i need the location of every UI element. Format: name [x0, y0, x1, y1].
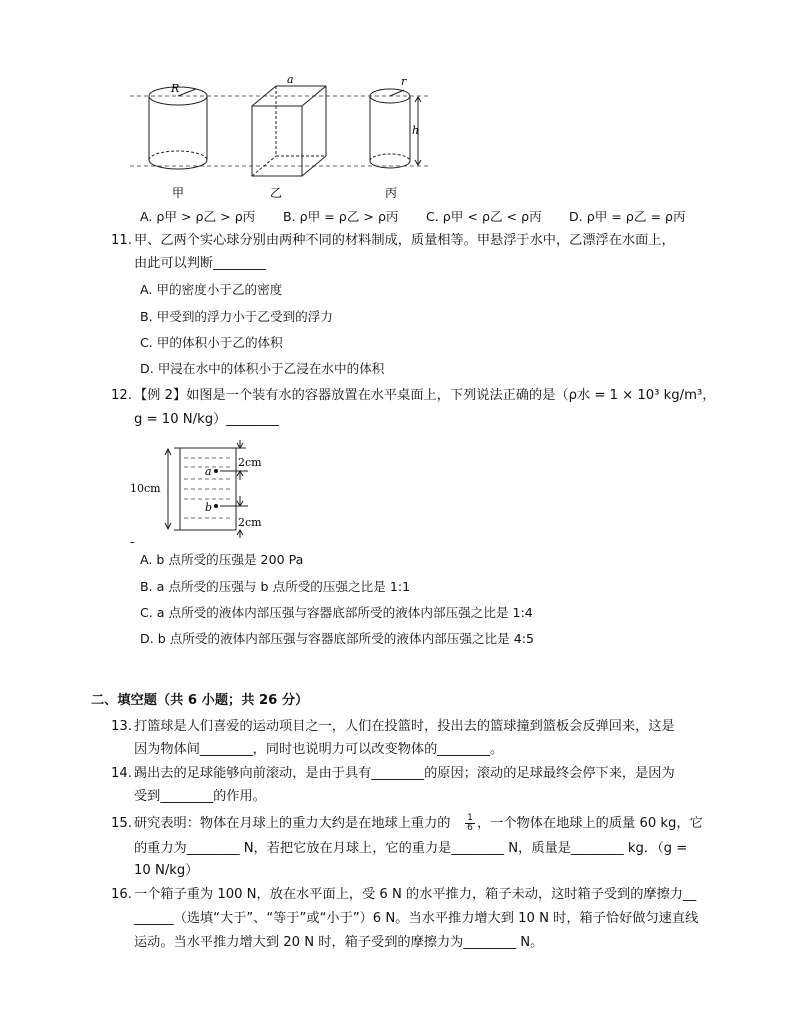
q15-text-line1a: 研究表明：物体在月球上的重力大约是在地球上重力的 [134, 816, 451, 831]
figure-dist-a: 2cm [238, 456, 262, 469]
q12-option-b: B. a 点所受的压强与 b 点所受的压强之比是 1:1 [140, 579, 411, 594]
q14-number: 14. [111, 766, 132, 781]
q12-number: 12. [111, 388, 132, 403]
figure-dist-b: 2cm [238, 516, 262, 529]
q16-text-line1: 一个箱子重为 100 N，放在水平面上，受 6 N 的水平推力，箱子未动，这时箱子受到的摩擦力__ [134, 887, 697, 902]
q13-text-line1: 打篮球是人们喜爱的运动项目之一，人们在投篮时，投出去的篮球撞到篮板会反弹回来，这是 [134, 719, 675, 734]
q15-text-line2: 的重力为________ N，若把它放在月球上，它的重力是________ N，质量是________ kg．（g = [134, 841, 688, 856]
q12-option-a: A. b 点所受的压强是 200 Pa [140, 552, 304, 567]
fraction-numerator: 1 [465, 814, 475, 824]
q16-text-line3: 运动。当水平推力增大到 20 N 时，箱子受到的摩擦力为________ N。 [134, 935, 544, 950]
cube-yi [252, 86, 326, 176]
figure-label-b: b [205, 501, 213, 514]
q11-option-a: A. 甲的密度小于乙的密度 [140, 282, 283, 297]
q13-number: 13. [111, 719, 132, 734]
q15-text-line3: 10 N/kg） [134, 863, 199, 878]
q13-text-line2: 因为物体间________，同时也说明力可以改变物体的________。 [134, 742, 504, 757]
q11-number: 11. [111, 233, 132, 248]
q15-text-line1b: ，一个物体在地球上的质量 60 kg，它 [477, 816, 703, 831]
fraction-denominator: 6 [467, 823, 473, 833]
q11-text-line2: 由此可以判断________ [134, 256, 266, 271]
caption-yi: 乙 [270, 186, 283, 200]
q11-option-b: B. 甲受到的浮力小于乙受到的浮力 [140, 309, 333, 324]
q10-option-b: B. ρ甲 = ρ乙 > ρ丙 [283, 209, 399, 224]
cylinder-jia [149, 87, 207, 169]
q10-option-a: A. ρ甲 > ρ乙 > ρ丙 [140, 209, 256, 224]
q10-option-c: C. ρ甲 < ρ乙 < ρ丙 [426, 209, 542, 224]
container-figure [128, 440, 278, 548]
q15-fraction [465, 814, 475, 833]
caption-bing: 丙 [385, 186, 398, 200]
q12-option-d: D. b 点所受的液体内部压强与容器底部所受的液体内部压强之比是 4:5 [140, 631, 535, 646]
q15-number: 15. [111, 816, 132, 831]
q12-text-line1: 【例 2】如图是一个装有水的容器放置在水平桌面上，下列说法正确的是（ρ水 = 1 × 10³ kg/m³， [134, 388, 716, 403]
q12-text-line2: g = 10 N/kg）________ [134, 412, 280, 427]
figure-label-a: a [205, 465, 212, 478]
label-h: h [412, 124, 420, 137]
label-a: a [287, 73, 294, 86]
q16-text-line2: ______（选填“大于”、“等于”或“小于”）6 N。当水平推力增大到 10 N 时，箱子恰好做匀速直线 [134, 911, 699, 926]
q10-option-d: D. ρ甲 = ρ乙 = ρ丙 [569, 209, 686, 224]
label-r: r [401, 75, 407, 88]
q11-text-line1: 甲、乙两个实心球分别由两种不同的材料制成，质量相等。甲悬浮于水中，乙漂浮在水面上， [134, 233, 675, 248]
label-R: R [171, 82, 180, 95]
section-2-title: 二、填空题（共 6 小题；共 26 分） [91, 693, 309, 708]
figure-dash-mark: - [130, 534, 135, 549]
q16-number: 16. [111, 887, 132, 902]
figure-height-label: 10cm [130, 482, 161, 495]
solids-figure [120, 72, 440, 202]
q11-option-d: D. 甲浸在水中的体积小于乙浸在水中的体积 [140, 361, 385, 376]
q12-option-c: C. a 点所受的液体内部压强与容器底部所受的液体内部压强之比是 1:4 [140, 605, 533, 620]
q11-option-c: C. 甲的体积小于乙的体积 [140, 335, 283, 350]
caption-jia: 甲 [172, 186, 185, 200]
q14-text-line1: 踢出去的足球能够向前滚动，是由于具有________的原因；滚动的足球最终会停下来，是因为 [134, 766, 675, 781]
q14-text-line2: 受到________的作用。 [134, 789, 266, 804]
